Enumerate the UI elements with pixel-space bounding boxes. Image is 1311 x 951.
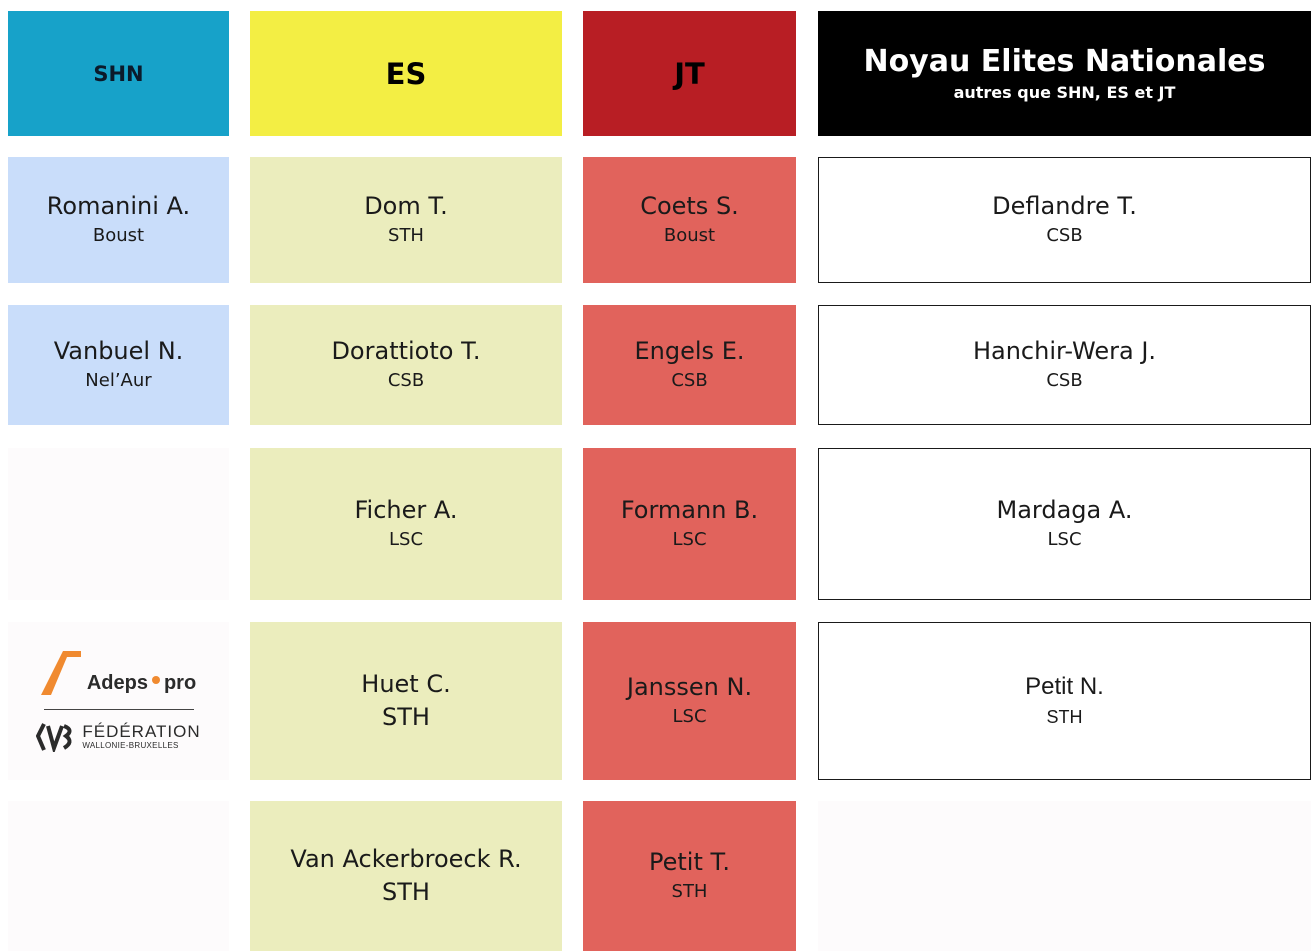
athlete-name: Ficher A. — [354, 496, 458, 524]
header-es-label: ES — [385, 56, 427, 91]
athlete-name: Engels E. — [634, 337, 745, 365]
athlete-name: Van Ackerbroeck R. — [290, 845, 522, 873]
header-es — [250, 11, 562, 136]
athlete-club: LSC — [672, 529, 707, 550]
ne-athlete-card — [818, 448, 1311, 600]
athlete-club: CSB — [387, 370, 425, 391]
athlete-name: Hanchir-Wera J. — [972, 337, 1157, 365]
header-jt-label: JT — [674, 56, 705, 91]
athlete-name: Coets S. — [640, 192, 739, 220]
shn-empty-cell — [8, 448, 229, 600]
header-noyau-elites-subtitle: autres que SHN, ES et JT — [953, 82, 1176, 102]
athlete-name: Formann B. — [620, 496, 759, 524]
ne-athlete-card — [818, 622, 1311, 780]
shn-athlete-card — [8, 157, 229, 283]
header-shn-label: SHN — [93, 61, 144, 86]
athlete-name: Mardaga A. — [996, 496, 1133, 524]
es-athlete-card — [250, 157, 562, 283]
athlete-name: Vanbuel N. — [53, 337, 184, 365]
athlete-club: STH — [388, 225, 424, 246]
header-noyau-elites-title: Noyau Elites Nationales — [863, 43, 1266, 79]
header-shn — [8, 11, 229, 136]
athlete-club: STH — [382, 703, 430, 731]
athlete-name: Dorattioto T. — [331, 337, 481, 365]
jt-athlete-card — [583, 157, 796, 283]
athlete-name: Petit N. — [1025, 673, 1104, 700]
athlete-club: LSC — [672, 706, 707, 727]
athlete-name: Janssen N. — [626, 673, 753, 701]
es-athlete-card — [250, 801, 562, 951]
header-jt — [583, 11, 796, 136]
athlete-club: CSB — [671, 370, 708, 391]
logo-panel — [8, 622, 229, 780]
athlete-club: CSB — [1046, 225, 1083, 246]
header-noyau-elites — [818, 11, 1311, 136]
jt-athlete-card — [583, 801, 796, 951]
ne-athlete-card — [818, 157, 1311, 283]
athlete-club: LSC — [1047, 529, 1082, 550]
logo-divider — [44, 709, 194, 710]
athlete-name: Deflandre T. — [992, 192, 1137, 220]
adeps-logo-text: Adeps — [86, 671, 148, 694]
es-athlete-card — [250, 305, 562, 425]
adeps-dot-icon — [152, 676, 160, 684]
es-athlete-card — [250, 622, 562, 780]
athlete-club: STH — [1046, 707, 1083, 727]
athlete-club: Boust — [92, 225, 145, 246]
athlete-name: Dom T. — [364, 192, 448, 220]
athlete-name: Huet C. — [361, 670, 451, 698]
fwb-emblem-icon — [36, 722, 76, 752]
jt-athlete-card — [583, 622, 796, 780]
adeps-chevron-icon — [41, 651, 81, 695]
ne-athlete-card — [818, 305, 1311, 425]
adeps-pro-text: pro — [163, 671, 197, 694]
athlete-club: STH — [671, 881, 708, 902]
federation-text: FÉDÉRATION — [82, 721, 201, 741]
athlete-club: STH — [382, 878, 430, 906]
shn-empty-cell — [8, 801, 229, 951]
adeps-logo — [41, 651, 196, 695]
shn-athlete-card — [8, 305, 229, 425]
athlete-name: Romanini A. — [46, 192, 191, 220]
jt-athlete-card — [583, 305, 796, 425]
federation-subtext: WALLONIE-BRUXELLES — [82, 740, 179, 750]
athlete-club: CSB — [1046, 370, 1083, 391]
athlete-club: Boust — [663, 225, 716, 246]
athlete-name: Petit T. — [649, 848, 730, 876]
athlete-club: Nel’Aur — [85, 370, 152, 391]
federation-logo — [36, 722, 200, 752]
athlete-club: LSC — [388, 529, 424, 550]
ne-empty-cell — [818, 801, 1311, 951]
jt-athlete-card — [583, 448, 796, 600]
es-athlete-card — [250, 448, 562, 600]
